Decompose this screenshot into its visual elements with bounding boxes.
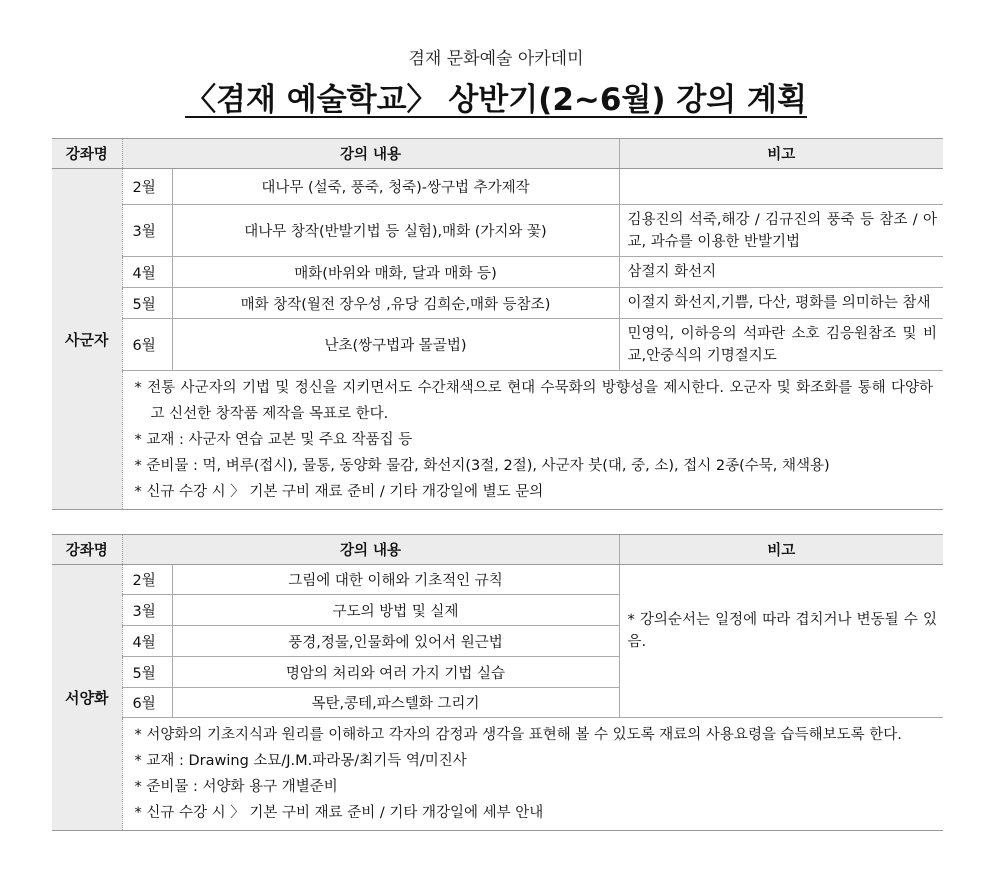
col-header-content: 강의 내용 [122, 139, 619, 169]
row-remark: 김용진의 석죽,해강 / 김규진의 풍죽 등 참조 / 아교, 과슈를 이용한 반발기법 [619, 205, 943, 257]
col-header-course: 강좌명 [52, 139, 122, 169]
row-month: 2월 [122, 169, 172, 205]
row-month: 3월 [122, 595, 172, 626]
course-notes [122, 371, 943, 510]
row-content: 목탄,콩테,파스텔화 그리기 [172, 688, 619, 718]
col-header-course: 강좌명 [52, 535, 122, 565]
row-month: 5월 [122, 288, 172, 319]
note-line: * 교재 : 사군자 연습 교본 및 주요 작품집 등 [134, 432, 413, 448]
note-line: * 준비물 : 서양화 용구 개별준비 [134, 779, 338, 795]
course-name: 서양화 [52, 565, 122, 831]
course-notes [122, 718, 943, 831]
schedule-table-western [52, 534, 943, 831]
note-line: * 신규 수강 시 〉 기본 구비 재료 준비 / 기타 개강일에 세부 안내 [134, 805, 544, 821]
page-title-text: 〈겸재 예술학교〉 상반기(2~6월) 강의 계획 [185, 82, 807, 118]
row-content: 매화 창작(월전 장우성 ,유당 김희순,매화 등참조) [172, 288, 619, 319]
note-line: * 전통 사군자의 기법 및 정신을 지키면서도 수간채색으로 현대 수묵화의 방향성을 제시한다. 오군자 및 화조화를 통해 다양하고 신선한 창작품 제작을 목표로 한다. [134, 380, 934, 422]
row-remark: 이절지 화선지,기쁨, 다산, 평화를 의미하는 참새 [619, 288, 943, 319]
row-content: 구도의 방법 및 실제 [172, 595, 619, 626]
row-content: 매화(바위와 매화, 달과 매화 등) [172, 257, 619, 288]
row-month: 5월 [122, 657, 172, 688]
col-header-remark: 비고 [619, 535, 943, 565]
page-title [0, 74, 992, 119]
row-content: 풍경,정물,인물화에 있어서 원근법 [172, 626, 619, 657]
row-remark: 민영익, 이하응의 석파란 소호 김응원참조 및 비교,안중식의 기명절지도 [619, 319, 943, 371]
note-line: * 교재 : Drawing 소묘/J.M.파라몽/최기득 역/미진사 [134, 753, 467, 769]
row-month: 6월 [122, 688, 172, 718]
row-month: 4월 [122, 257, 172, 288]
row-month: 4월 [122, 626, 172, 657]
row-remark: 삼절지 화선지 [619, 257, 943, 288]
row-content: 대나무 창작(반발기법 등 실험),매화 (가지와 꽃) [172, 205, 619, 257]
note-line: * 서양화의 기초지식과 원리를 이해하고 각자의 감정과 생각을 표현해 볼 수 있도록 재료의 사용요령을 습득해보도록 한다. [134, 727, 902, 743]
col-header-content: 강의 내용 [122, 535, 619, 565]
col-header-remark: 비고 [619, 139, 943, 169]
row-content: 대나무 (설죽, 풍죽, 청죽)-쌍구법 추가제작 [172, 169, 619, 205]
academy-subtitle: 겸재 문화예술 아카데미 [408, 49, 584, 69]
row-remark-merged: * 강의순서는 일정에 따라 겹치거나 변동될 수 있음. [619, 565, 943, 718]
row-content: 명암의 처리와 여러 가지 기법 실습 [172, 657, 619, 688]
row-month: 2월 [122, 565, 172, 595]
row-month: 6월 [122, 319, 172, 371]
row-content: 그림에 대한 이해와 기초적인 규칙 [172, 565, 619, 595]
schedule-table-sagunja [52, 138, 943, 510]
note-line: * 준비물 : 먹, 벼루(접시), 물통, 동양화 물감, 화선지(3절, 2절), 사군자 붓(대, 중, 소), 접시 2종(수묵, 채색용) [134, 458, 830, 474]
row-content: 난초(쌍구법과 몰골법) [172, 319, 619, 371]
row-remark [619, 169, 943, 205]
note-line: * 신규 수강 시 〉 기본 구비 재료 준비 / 기타 개강일에 별도 문의 [134, 484, 544, 500]
course-name: 사군자 [52, 169, 122, 510]
row-month: 3월 [122, 205, 172, 257]
